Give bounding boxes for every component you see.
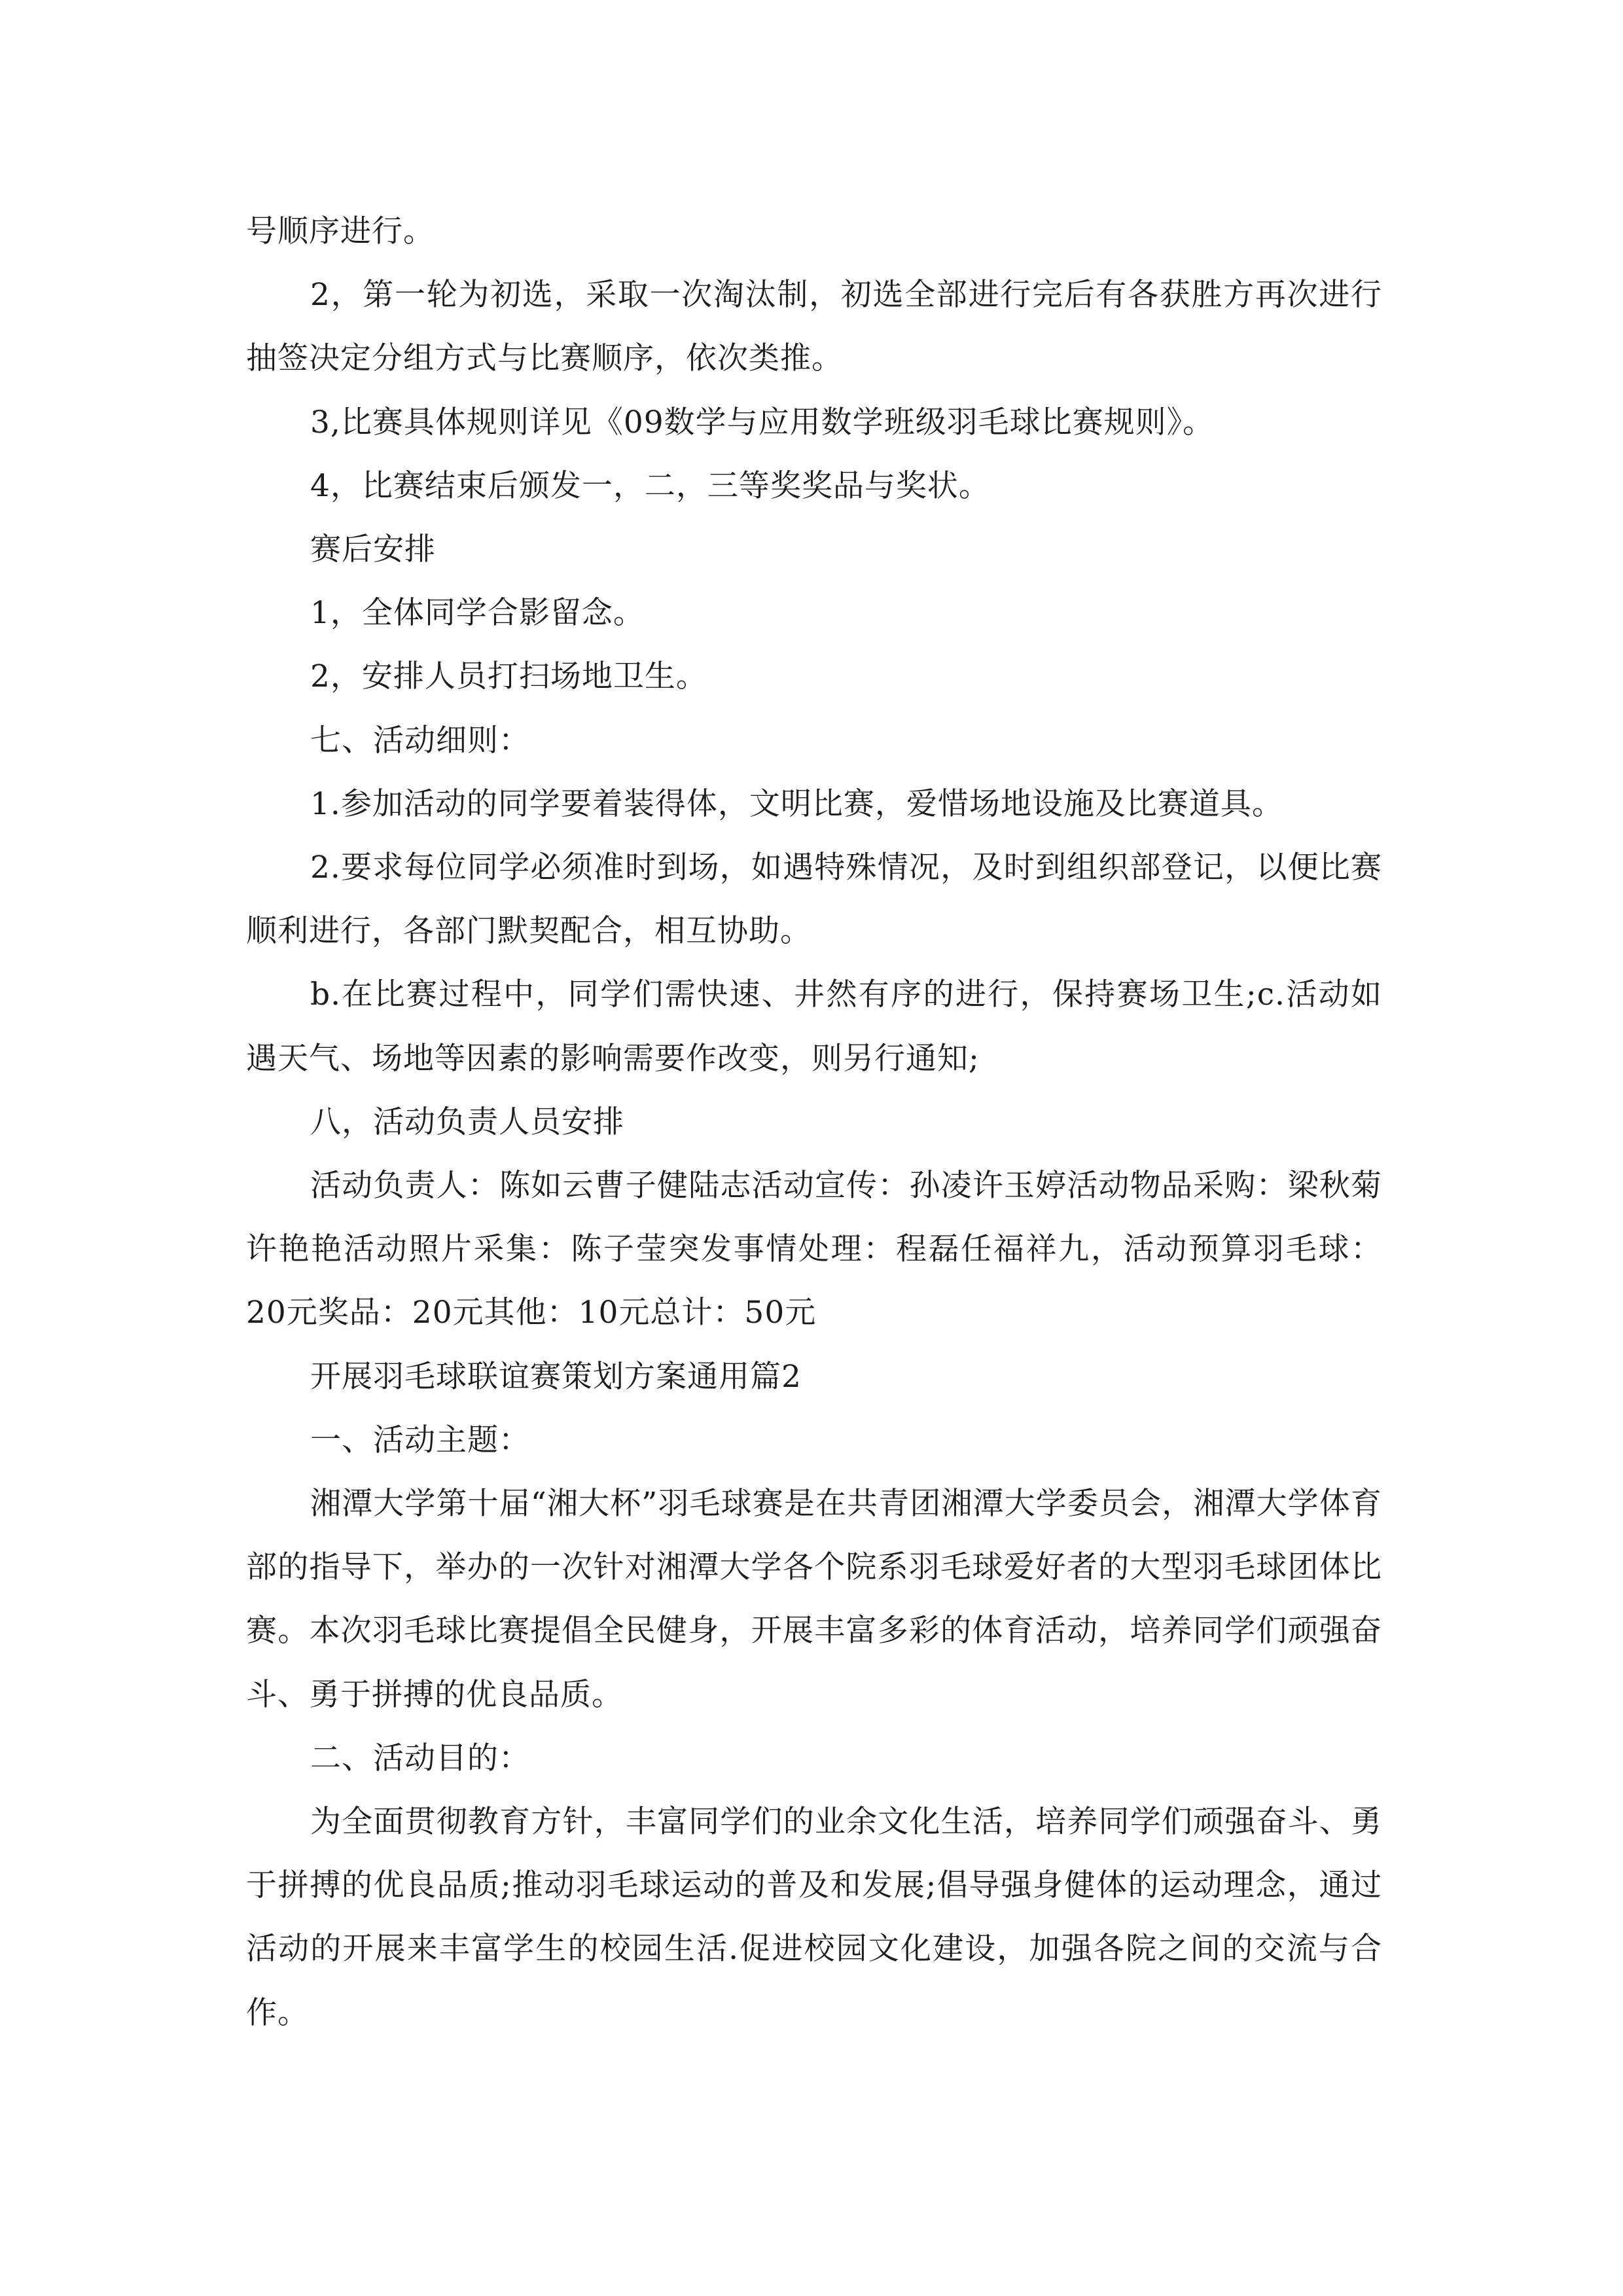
paragraph: 2，第一轮为初选，采取一次淘汰制，初选全部进行完后有各获胜方再次进行抽签决定分组方式与比赛顺序，依次类推。	[246, 277, 1382, 377]
paragraph: 2，安排人员打扫场地卫生。	[310, 658, 707, 695]
paragraph: 八，活动负责人员安排	[310, 1103, 624, 1140]
paragraph: 七、活动细则：	[310, 722, 530, 759]
paragraph: 号顺序进行。	[246, 213, 435, 249]
paragraph: b.在比赛过程中，同学们需快速、井然有序的进行，保持赛场卫生;c.活动如遇天气、场地等因素的影响需要作改变，则另行通知;	[246, 977, 1382, 1077]
paragraph: 1，全体同学合影留念。	[310, 595, 645, 632]
paragraph: 湘潭大学第十届“湘大杯”羽毛球赛是在共青团湘潭大学委员会，湘潭大学体育部的指导下，举办的一次针对湘潭大学各个院系羽毛球爱好者的大型羽毛球团体比赛。本次羽毛球比赛提倡全民健身，开展丰富多彩的体育活动，培养同学们顽强奋斗、勇于拼搏的优良品质。	[246, 1486, 1382, 1713]
paragraph: 为全面贯彻教育方针，丰富同学们的业余文化生活，培养同学们顽强奋斗、勇于拼搏的优良品质;推动羽毛球运动的普及和发展;倡导强身健体的运动理念，通过活动的开展来丰富学生的校园生活.促进校园文化建设，加强各院之间的交流与合作。	[246, 1804, 1382, 2031]
paragraph: 2.要求每位同学必须准时到场，如遇特殊情况，及时到组织部登记，以便比赛顺利进行，各部门默契配合，相互协助。	[246, 850, 1382, 950]
paragraph: 开展羽毛球联谊赛策划方案通用篇2	[310, 1358, 802, 1395]
paragraph: 活动负责人：陈如云曹子健陆志活动宣传：孙凌许玉婷活动物品采购：梁秋菊许艳艳活动照片采集：陈子莹突发事情处理：程磊任福祥九，活动预算羽毛球：20元奖品：20元其他：10元总计：50元	[246, 1168, 1382, 1331]
paragraph: 3,比赛具体规则详见《09数学与应用数学班级羽毛球比赛规则》。	[310, 404, 1215, 440]
paragraph: 赛后安排	[310, 531, 436, 568]
paragraph: 4，比赛结束后颁发一，二，三等奖奖品与奖状。	[310, 467, 990, 504]
paragraph: 一、活动主题：	[310, 1422, 530, 1458]
paragraph: 1.参加活动的同学要着装得体，文明比赛，爱惜场地设施及比赛道具。	[310, 785, 1283, 822]
paragraph: 二、活动目的：	[310, 1740, 530, 1776]
document-body	[246, 200, 1382, 2045]
